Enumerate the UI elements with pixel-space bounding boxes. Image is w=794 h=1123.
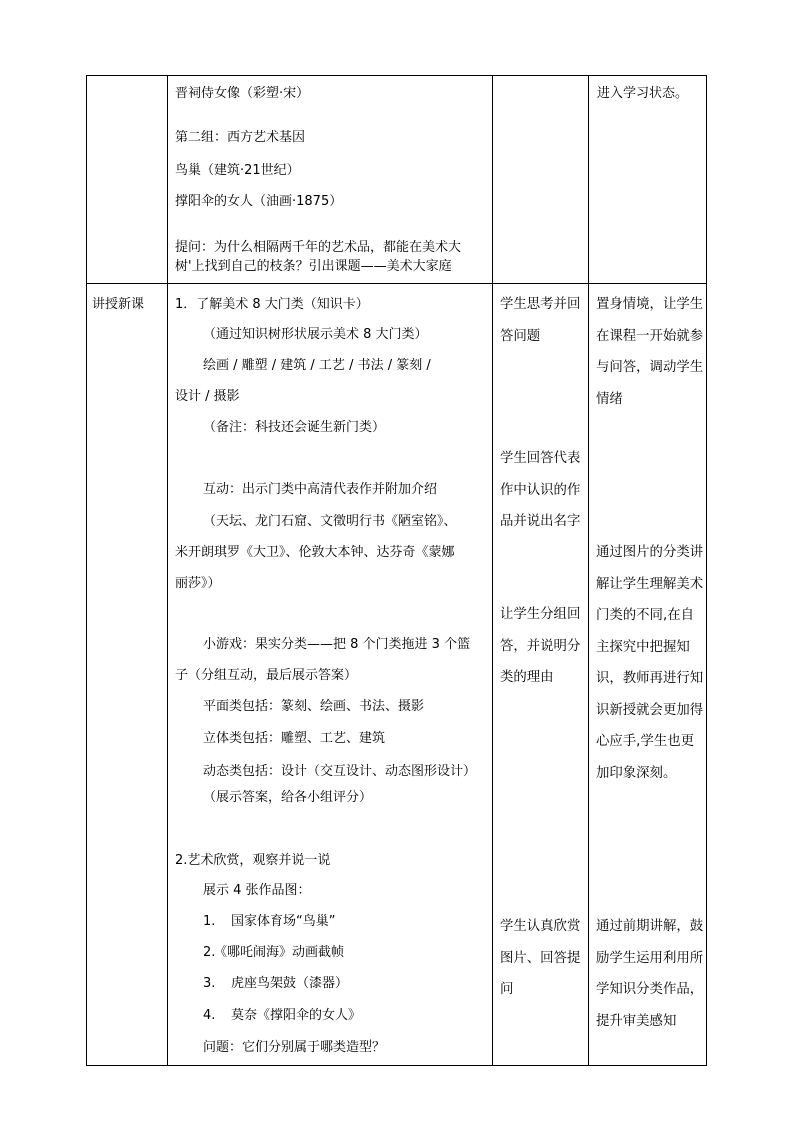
table-border-left <box>86 75 87 1066</box>
list-number: 1. <box>203 914 216 929</box>
content-line: 1．了解美术 8 大门类（知识卡） <box>175 297 369 312</box>
column-divider <box>167 75 168 1066</box>
content-line: 子（分组互动，最后展示答案） <box>175 668 358 683</box>
content-line: 第二组：西方艺术基因 <box>175 130 306 145</box>
student-activity-text: 让学生分组回答，并说明分类的理由 <box>500 607 581 685</box>
content-line: 鸟巢（建筑·21世纪） <box>175 163 300 178</box>
content-line: 展示 4 张作品图： <box>203 883 311 898</box>
list-item-text: 国家体育场“鸟巢” <box>231 914 336 929</box>
list-item-text: 虎座鸟架鼓（漆器） <box>231 976 349 991</box>
content-line: 米开朗琪罗《大卫》、伦敦大本钟、达芬奇《蒙娜 <box>175 545 455 560</box>
content-line: 互动：出示门类中高清代表作并附加介绍 <box>203 482 438 497</box>
content-line: 问题：它们分别属于哪类造型？ <box>203 1040 386 1055</box>
content-line: 树'上找到自己的枝条？引出课题——美术大家庭 <box>175 259 452 274</box>
content-line: （展示答案，给各小组评分） <box>203 790 373 805</box>
content-line: （备注：科技还会诞生新门类） <box>203 420 386 435</box>
content-line: 小游戏：果实分类——把 8 个门类拖进 3 个篮 <box>203 637 471 652</box>
content-line: 动态类包括：设计（交互设计、动态图形设计） <box>203 764 477 779</box>
content-line: 撑阳伞的女人（油画·1875） <box>175 194 343 209</box>
content-line: 2.艺术欣赏，观察并说一说 <box>175 853 331 868</box>
table-border-top <box>86 75 707 76</box>
content-line: （天坛、龙门石窟、文徵明行书《陋室铭》、 <box>203 514 457 529</box>
table-border-right <box>706 75 707 1066</box>
list-item-text: 莫奈《撑阳伞的女人》 <box>231 1008 362 1023</box>
column-divider <box>588 75 589 1066</box>
list-number: 3. <box>203 976 216 991</box>
design-intent-text: 置身情境，让学生在课程一开始就参与问答，调动学生情绪 <box>596 297 704 407</box>
content-line: 立体类包括：雕塑、工艺、建筑 <box>203 731 386 746</box>
design-intent-text: 通过前期讲解，鼓励学生运用利用所学知识分类作品，提升审美感知 <box>596 919 704 1029</box>
content-line: 绘画 / 雕塑 / 建筑 / 工艺 / 书法 / 篆刻 / <box>203 358 431 373</box>
content-line: 平面类包括：篆刻、绘画、书法、摄影 <box>203 699 425 714</box>
column-divider <box>492 75 493 1066</box>
design-intent-text: 进入学习状态。 <box>597 86 689 101</box>
content-line: 晋祠侍女像（彩塑·宋） <box>175 86 310 101</box>
content-line: （通过知识树形状展示美术 8 大门类） <box>203 327 428 342</box>
content-line: 提问：为什么相隔两千年的艺术品，都能在美术大 <box>175 240 462 255</box>
student-activity-text: 学生回答代表作中认识的作品并说出名字 <box>500 451 581 529</box>
student-activity-text: 学生思考并回答问题 <box>500 297 581 344</box>
design-intent-text: 通过图片的分类讲解让学生理解美术门类的不同,在自主探究中把握知识，教师再进行知识新授就会更加得心应手,学生也更加印象深刻。 <box>596 545 704 781</box>
list-number: 4. <box>203 1008 216 1023</box>
list-item-text: 《哪吒闹海》动画截帧 <box>214 945 345 960</box>
content-line: 丽莎》） <box>175 576 221 591</box>
row-divider <box>86 283 707 284</box>
table-border-bottom <box>86 1065 707 1066</box>
list-number: 2. <box>203 945 216 960</box>
student-activity-text: 学生认真欣赏图片、回答提问 <box>500 919 581 997</box>
stage-label: 讲授新课 <box>92 297 145 312</box>
content-line: 设计 / 摄影 <box>175 389 240 404</box>
